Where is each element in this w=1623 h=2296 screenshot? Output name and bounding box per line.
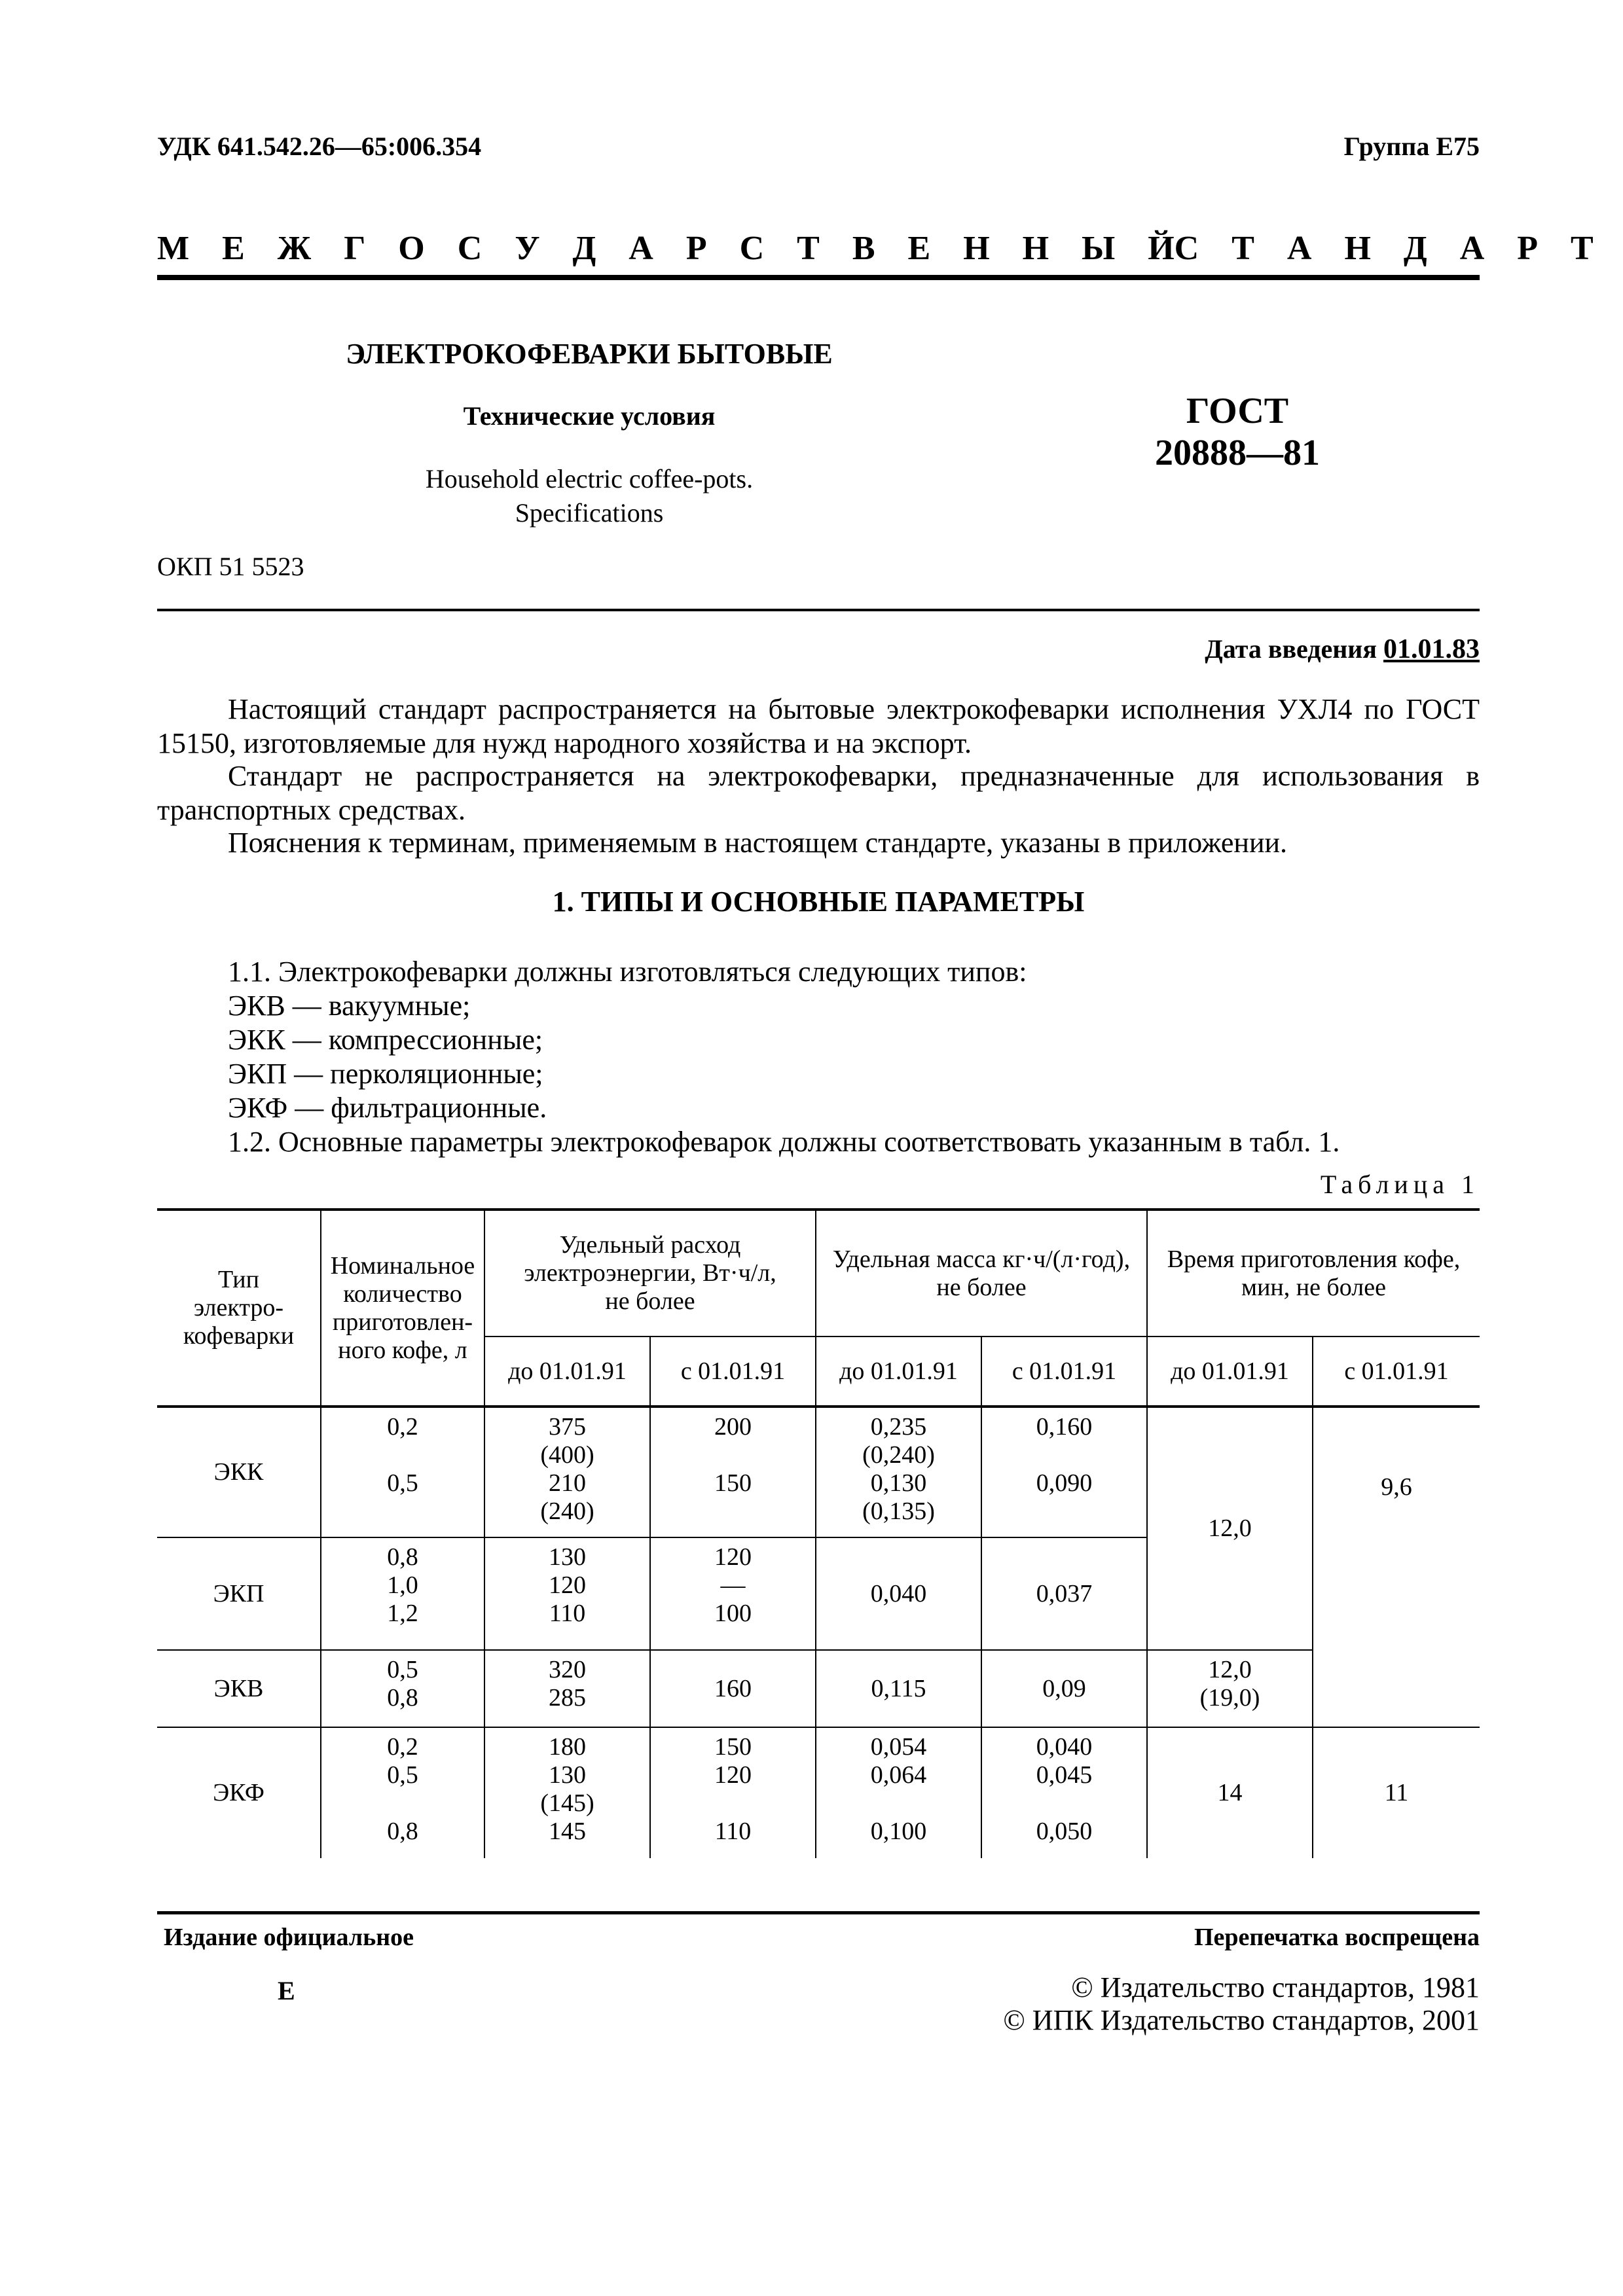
cell-time-after-shared: 9,6 (1313, 1407, 1480, 1727)
cell-energy-after: 150 120 110 (650, 1727, 816, 1858)
cell-mass-before: 0,115 (816, 1650, 981, 1727)
cell-mass-after: 0,09 (981, 1650, 1147, 1727)
banner-letter: А (1459, 230, 1485, 267)
header-energy-after: с 01.01.91 (650, 1336, 816, 1407)
cell-nominal: 0,8 1,0 1,2 (321, 1537, 484, 1650)
banner-letter: Н (963, 230, 990, 267)
cell-energy-after: 200 150 (650, 1407, 816, 1537)
cell-nominal: 0,2 0,5 (321, 1407, 484, 1537)
cell-mass-before: 0,235 (0,240) 0,130 (0,135) (816, 1407, 981, 1537)
cell-time-before-shared: 12,0 (1147, 1407, 1313, 1650)
banner-word-standard (1175, 229, 1594, 268)
clause-1-2: 1.2. Основные параметры электрокофеварок должны соответствовать указанным в табл. 1. (228, 1126, 1340, 1158)
table-row (157, 1650, 1480, 1727)
type-list-item: ЭКК — компрессионные; (228, 1024, 543, 1056)
cell-mass-before: 0,054 0,064 0,100 (816, 1727, 981, 1858)
banner-letter: Р (1517, 230, 1539, 267)
cell-time-before: 14 (1147, 1727, 1313, 1858)
banner-letter: Н (1344, 230, 1371, 267)
english-title (262, 462, 917, 530)
table-row (157, 1407, 1480, 1537)
table-row (157, 1727, 1480, 1858)
banner-letter: Т (797, 230, 820, 267)
banner-letter: Й (1148, 230, 1175, 267)
cell-energy-before: 130 120 110 (484, 1537, 650, 1650)
header-energy-before: до 01.01.91 (484, 1336, 650, 1407)
header-time-before: до 01.01.91 (1147, 1336, 1313, 1407)
english-title-line: Household electric coffee-pots. (425, 464, 754, 493)
banner-letter: А (629, 230, 653, 267)
cell-mass-after: 0,160 0,090 (981, 1407, 1147, 1537)
banner-rule (157, 275, 1480, 280)
header-time-after: с 01.01.91 (1313, 1336, 1480, 1407)
header-mass-after: с 01.01.91 (981, 1336, 1147, 1407)
cell-mass-after: 0,040 0,045 0,050 (981, 1727, 1147, 1858)
banner-letter: Е (222, 230, 245, 267)
cell-mass-before: 0,040 (816, 1537, 981, 1650)
group-code: Группа Е75 (1343, 132, 1480, 161)
cell-time-after: 11 (1313, 1727, 1480, 1858)
cell-mass-after: 0,037 (981, 1537, 1147, 1650)
clause-1-1: 1.1. Электрокофеварки должны изготовляться следующих типов: (228, 956, 1027, 988)
banner-letter: Ж (277, 230, 312, 267)
banner-letter: Д (572, 230, 596, 267)
banner-letter: Т (1571, 230, 1594, 267)
cell-energy-after: 160 (650, 1650, 816, 1727)
copyright-block (1003, 1971, 1480, 2037)
banner-word-interstate (157, 229, 1175, 268)
header-mass-before: до 01.01.91 (816, 1336, 981, 1407)
banner-letter: С (457, 230, 483, 267)
parameters-table (157, 1208, 1480, 1858)
standard-banner (157, 229, 1594, 268)
edition-letter: Е (278, 1976, 295, 2005)
reprint-notice: Перепечатка воспрещена (1194, 1924, 1480, 1951)
header-type: Тип электро- кофеварки (157, 1210, 321, 1407)
banner-letter: В (852, 230, 875, 267)
cell-energy-after: 120 — 100 (650, 1537, 816, 1650)
cell-time-before: 12,0 (19,0) (1147, 1650, 1313, 1727)
cell-energy-before: 180 130 (145) 145 (484, 1727, 650, 1858)
intro-date-value: 01.01.83 (1383, 634, 1480, 664)
cell-energy-before: 375 (400) 210 (240) (484, 1407, 650, 1537)
gost-code: 20888—81 (1155, 433, 1320, 473)
paragraph-scope: Настоящий стандарт распространяется на бытовые электрокофеварки исполнения УХЛ4 по ГОСТ 15150, изготовляемые для нужд народного хозяйства и на экспорт. (157, 693, 1480, 759)
copyright-line: © ИПК Издательство стандартов, 2001 (1003, 2004, 1480, 2036)
cell-nominal: 0,5 0,8 (321, 1650, 484, 1727)
document-subtitle: Технические условия (463, 401, 716, 431)
table-caption: Таблица 1 (1320, 1170, 1480, 1199)
banner-letter: Е (907, 230, 931, 267)
gost-number (1074, 390, 1401, 474)
banner-letter: Н (1022, 230, 1049, 267)
gost-label: ГОСТ (1186, 391, 1289, 431)
copyright-line: © Издательство стандартов, 1981 (1071, 1971, 1480, 2003)
banner-letter: Г (344, 230, 366, 267)
header-time: Время приготовления кофе, мин, не более (1147, 1210, 1480, 1336)
paragraph-terms: Пояснения к терминам, применяемым в настоящем стандарте, указаны в приложении. (228, 827, 1288, 859)
type-list-item: ЭКВ — вакуумные; (228, 990, 471, 1022)
intro-date-label: Дата введения (1205, 634, 1377, 664)
banner-letter: Р (685, 230, 707, 267)
banner-letter: А (1286, 230, 1312, 267)
cell-type: ЭКК (157, 1407, 321, 1537)
section-heading: 1. ТИПЫ И ОСНОВНЫЕ ПАРАМЕТРЫ (552, 886, 1085, 918)
official-edition: Издание официальное (164, 1924, 414, 1951)
cell-type: ЭКП (157, 1537, 321, 1650)
document-title: ЭЛЕКТРОКОФЕВАРКИ БЫТОВЫЕ (346, 338, 833, 370)
banner-letter: Т (1231, 230, 1254, 267)
banner-letter: У (515, 230, 540, 267)
intro-date (1205, 634, 1480, 665)
english-title-line: Specifications (515, 498, 664, 528)
banner-letter: Д (1403, 230, 1427, 267)
banner-letter: С (1174, 230, 1199, 267)
footer-rule (157, 1911, 1480, 1914)
banner-letter: С (739, 230, 765, 267)
banner-letter: Ы (1082, 230, 1116, 267)
title-rule (157, 609, 1480, 611)
cell-type: ЭКВ (157, 1650, 321, 1727)
type-list-item: ЭКФ — фильтрационные. (228, 1092, 547, 1124)
type-list-item: ЭКП — перколяционные; (228, 1058, 543, 1090)
cell-type: ЭКФ (157, 1727, 321, 1858)
header-mass: Удельная масса кг·ч/(л·год), не более (816, 1210, 1147, 1336)
okp-code: ОКП 51 5523 (157, 552, 304, 581)
header-energy: Удельный расход электроэнергии, Вт·ч/л, не более (484, 1210, 816, 1336)
udk-code: УДК 641.542.26—65:006.354 (157, 132, 482, 161)
banner-letter: О (398, 230, 425, 267)
cell-energy-before: 320 285 (484, 1650, 650, 1727)
cell-nominal: 0,2 0,5 0,8 (321, 1727, 484, 1858)
banner-letter: М (157, 230, 190, 267)
header-nominal: Номинальное количество приготовлен- ного кофе, л (321, 1210, 484, 1407)
paragraph-exclusion: Стандарт не распространяется на электрокофеварки, предназначенные для использования в транспортных средствах. (157, 760, 1480, 826)
